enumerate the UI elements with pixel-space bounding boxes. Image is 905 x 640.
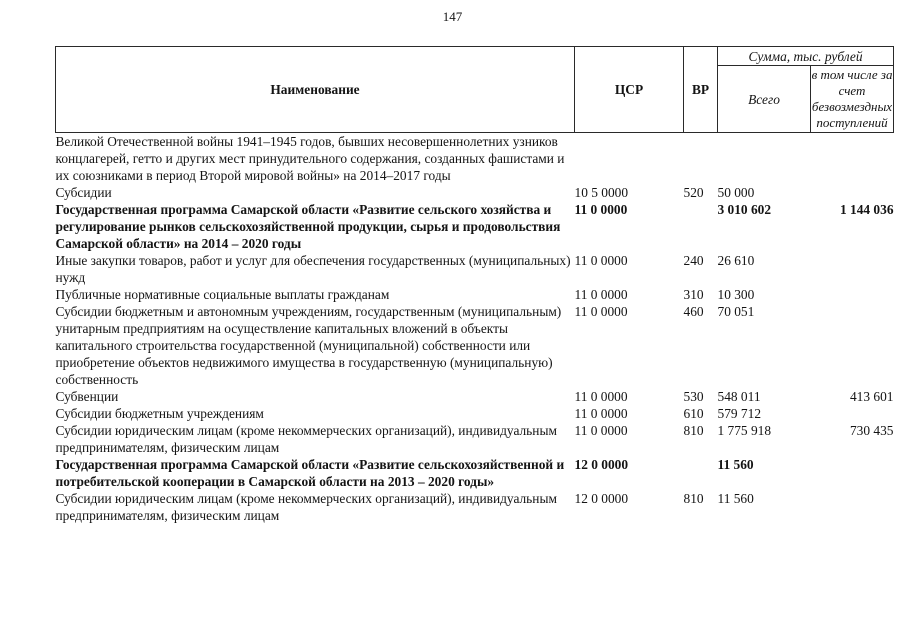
cell-total: 26 610 xyxy=(717,253,755,268)
cell-incl: 413 601 xyxy=(849,389,894,404)
table-row xyxy=(56,405,894,422)
table-row xyxy=(56,456,894,490)
table-row xyxy=(56,303,894,388)
cell-name: Субсидии бюджетным и автономным учреждениям, государственным (муниципальным) унитарным предприятиям на осуществление капитальных вложений в объекты капитального строительства государственной (муниципальной) собственности или приобретение объектов недвижимого имущества в государственную (муниципальную) собственность xyxy=(55,304,562,387)
cell-incl xyxy=(811,490,894,524)
table-body xyxy=(56,133,894,525)
cell-total: 579 712 xyxy=(717,406,762,421)
cell-vr xyxy=(684,133,718,185)
header-including: в том числе за счет безвозмездных поступлений xyxy=(811,66,894,133)
header-vr: ВР xyxy=(684,47,718,133)
cell-name: Государственная программа Самарской области «Развитие сельского хозяйства и регулирование рынков сельскохозяйственной продукции, сырья и продовольствия Самарской области» на 2014 – 2020 годы xyxy=(55,202,561,251)
cell-name: Субсидии xyxy=(55,185,112,200)
table-row xyxy=(56,252,894,286)
cell-total: 11 560 xyxy=(717,457,754,472)
cell-name: Великой Отечественной войны 1941–1945 годов, бывших несовершеннолетних узников концлагерей, гетто и других мест принудительного содержания, созданных фашистами и их союзниками в период Второй мировой войны» на 2014–2017 годы xyxy=(55,134,565,183)
cell-incl xyxy=(811,133,894,185)
cell-name: Государственная программа Самарской области «Развитие сельскохозяйственной и потребительской кооперации в Самарской области на 2013 – 2020 годы» xyxy=(55,457,565,489)
cell-csr: 11 0 0000 xyxy=(574,202,628,217)
cell-total: 548 011 xyxy=(717,389,761,404)
budget-table xyxy=(55,46,894,524)
cell-incl xyxy=(811,456,894,490)
cell-csr: 11 0 0000 xyxy=(574,423,628,438)
cell-csr: 11 0 0000 xyxy=(574,287,628,302)
cell-name: Публичные нормативные социальные выплаты гражданам xyxy=(55,287,390,302)
cell-vr: 810 xyxy=(683,491,704,506)
cell-name: Субвенции xyxy=(55,389,119,404)
cell-vr: 530 xyxy=(683,389,704,404)
table-row xyxy=(56,388,894,405)
cell-total: 10 300 xyxy=(717,287,755,302)
cell-name: Субсидии бюджетным учреждениям xyxy=(55,406,264,421)
header-csr: ЦСР xyxy=(575,47,684,133)
cell-total: 3 010 602 xyxy=(717,202,772,217)
cell-vr: 310 xyxy=(683,287,704,302)
page-number: 147 xyxy=(442,9,463,24)
header-sum: Сумма, тыс. рублей xyxy=(718,47,894,66)
cell-vr xyxy=(684,201,718,252)
cell-csr: 11 0 0000 xyxy=(574,253,628,268)
header-total: Всего xyxy=(718,66,811,133)
cell-name: Субсидии юридическим лицам (кроме некоммерческих организаций), индивидуальным предпринимателям, физическим лицам xyxy=(55,491,557,523)
cell-incl: 1 144 036 xyxy=(839,202,894,217)
cell-vr: 460 xyxy=(683,304,704,319)
cell-total: 11 560 xyxy=(717,491,754,506)
cell-csr: 11 0 0000 xyxy=(574,406,628,421)
cell-total: 1 775 918 xyxy=(717,423,772,438)
cell-csr: 10 5 0000 xyxy=(574,185,629,200)
cell-incl: 730 435 xyxy=(849,423,894,438)
table-row xyxy=(56,184,894,201)
cell-total: 50 000 xyxy=(717,185,755,200)
cell-incl xyxy=(811,303,894,388)
cell-vr: 520 xyxy=(683,185,704,200)
cell-csr: 11 0 0000 xyxy=(574,304,628,319)
table-row xyxy=(56,133,894,185)
cell-incl xyxy=(811,405,894,422)
cell-vr: 240 xyxy=(683,253,704,268)
cell-total xyxy=(718,133,811,185)
cell-total: 70 051 xyxy=(717,304,755,319)
cell-csr: 11 0 0000 xyxy=(574,389,628,404)
cell-vr xyxy=(684,456,718,490)
table-header xyxy=(56,47,894,133)
cell-csr xyxy=(575,133,684,185)
cell-vr: 610 xyxy=(683,406,704,421)
table-row xyxy=(56,490,894,524)
table-row xyxy=(56,286,894,303)
cell-name: Субсидии юридическим лицам (кроме некоммерческих организаций), индивидуальным предпринимателям, физическим лицам xyxy=(55,423,557,455)
cell-incl xyxy=(811,286,894,303)
cell-csr: 12 0 0000 xyxy=(574,491,629,506)
cell-vr: 810 xyxy=(683,423,704,438)
table-row xyxy=(56,422,894,456)
table-row xyxy=(56,201,894,252)
cell-csr: 12 0 0000 xyxy=(574,457,629,472)
cell-name: Иные закупки товаров, работ и услуг для обеспечения государственных (муниципальных) нужд xyxy=(55,253,571,285)
cell-incl xyxy=(811,184,894,201)
header-name: Наименование xyxy=(56,47,575,133)
cell-incl xyxy=(811,252,894,286)
